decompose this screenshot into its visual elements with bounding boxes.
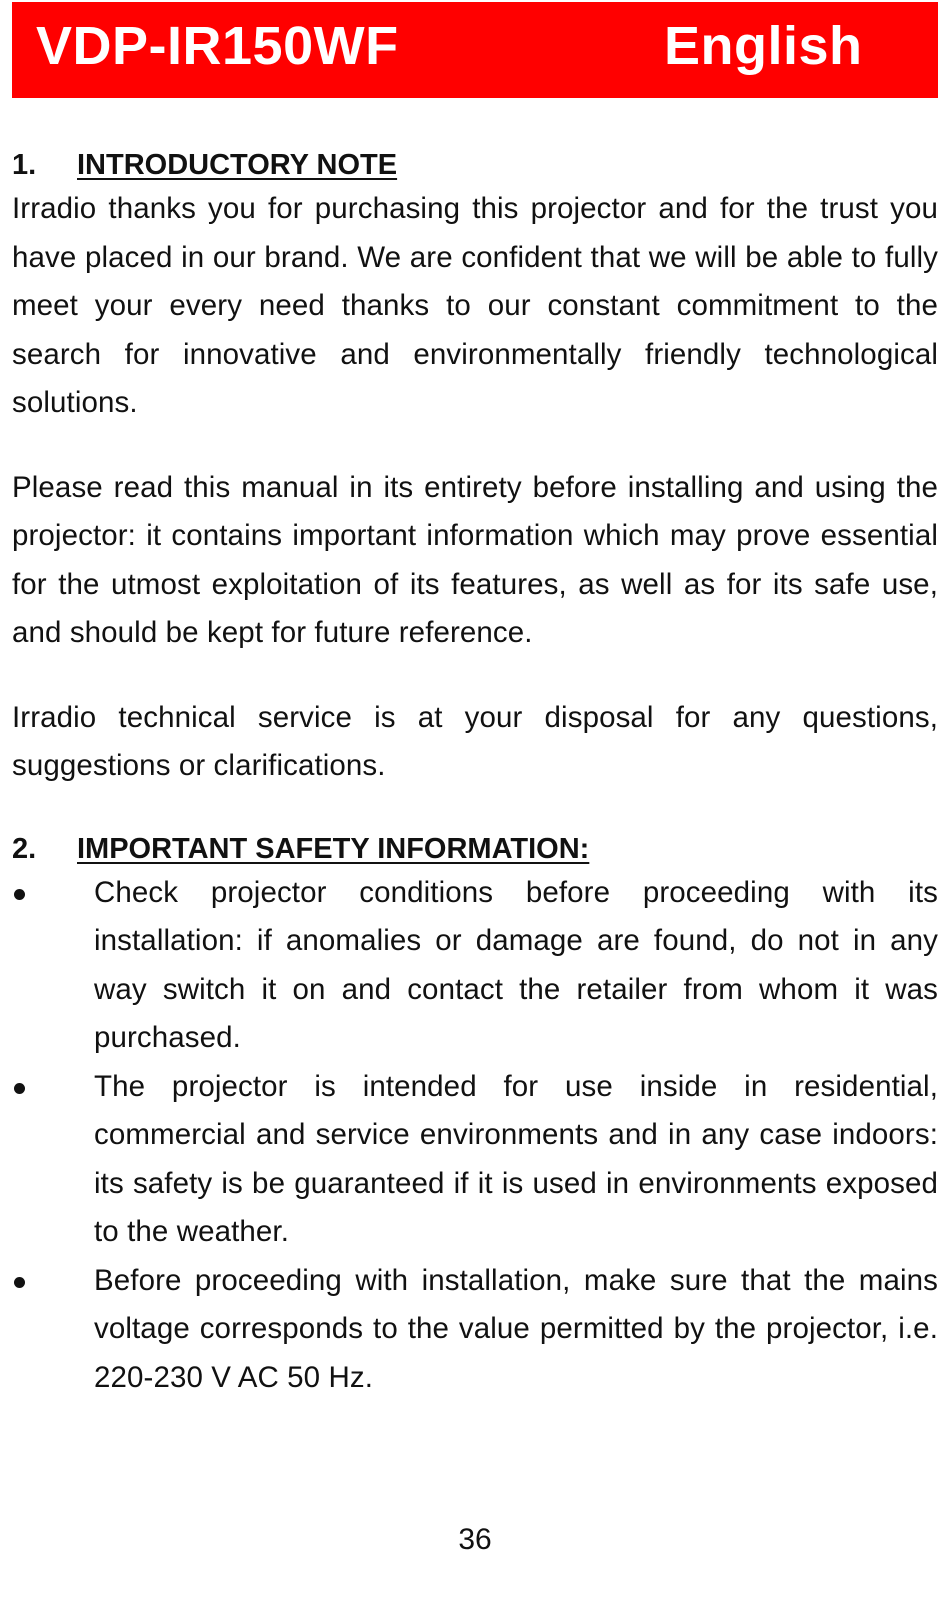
list-item — [12, 1257, 938, 1403]
paragraph: Irradio technical service is at your disposal for any questions, suggestions or clarifications. — [12, 700, 938, 782]
bullet-icon — [14, 889, 25, 900]
section-number: 2. — [12, 832, 37, 865]
section-heading-introductory-note — [12, 145, 938, 185]
model-name: VDP-IR150WF — [36, 16, 399, 76]
page-number: 36 — [458, 1523, 492, 1556]
page-header-banner — [12, 2, 938, 98]
language-label: English — [664, 16, 863, 76]
section-heading-safety-information — [12, 829, 938, 869]
paragraph-spacer — [12, 428, 938, 464]
bullet-text: Before proceeding with installation, make sure that the mains voltage corresponds to the value permitted by the projector, i.e. 220-230 V AC 50 Hz. — [94, 1263, 938, 1394]
paragraph: Please read this manual in its entirety before installing and using the projector: it contains important information which may prove essential for the utmost exploitation of its features, as well as for its safe use, and should be kept for future reference. — [12, 470, 938, 649]
safety-bullet-list — [12, 869, 938, 1403]
list-item — [12, 1063, 938, 1257]
section-title: IMPORTANT SAFETY INFORMATION: — [77, 832, 590, 865]
bullet-text: Check projector conditions before proceeding with its installation: if anomalies or damage are found, do not in any way switch it on and contact the retailer from whom it was purchased. — [94, 875, 938, 1054]
paragraph-spacer — [12, 658, 938, 694]
paragraph: Irradio thanks you for purchasing this projector and for the trust you have placed in our brand. We are confident that we will be able to fully meet your every need thanks to our constant commitment to the search for innovative and environmentally friendly technological solutions. — [12, 192, 938, 419]
list-item — [12, 869, 938, 1063]
section-number: 1. — [12, 149, 37, 181]
section-spacer — [12, 791, 938, 829]
section-title: INTRODUCTORY NOTE — [77, 149, 398, 181]
bullet-text: The projector is intended for use inside in residential, commercial and service environments and in any case indoors: its safety is be guaranteed if it is used in environments exposed to the weather. — [94, 1069, 938, 1248]
page-content — [12, 145, 938, 1402]
bullet-icon — [14, 1083, 25, 1094]
bullet-icon — [14, 1277, 25, 1288]
